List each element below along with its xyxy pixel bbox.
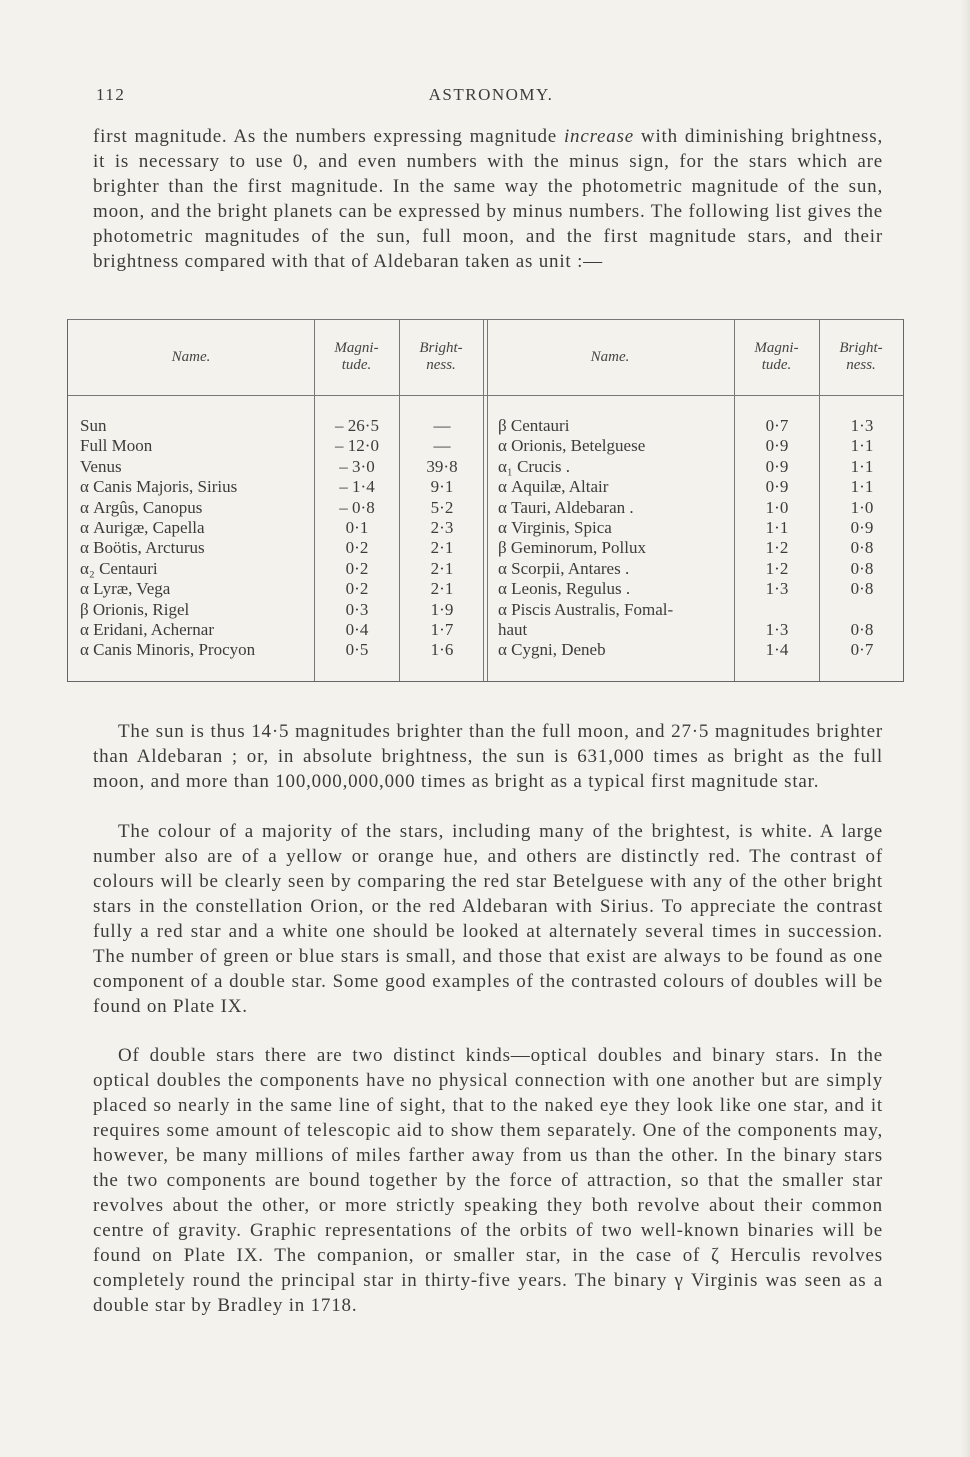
magnitude-right: 1·4	[765, 640, 789, 660]
star-name-right: α Tauri, Aldebaran .	[498, 497, 634, 517]
star-name-left: α Argûs, Canopus	[80, 497, 203, 517]
star-name-left: α₂ Centauri	[80, 558, 158, 578]
table-row	[68, 538, 903, 558]
star-name-left: α Boötis, Arcturus	[80, 538, 205, 558]
star-name-left: α Lyræ, Vega	[80, 579, 171, 599]
star-name-left: α Aurigæ, Capella	[80, 517, 205, 537]
brightness-left: 9·1	[430, 477, 454, 497]
magnitude-left: – 12·0	[335, 436, 379, 456]
header-magnitude-left: Magni- tude.	[334, 340, 379, 373]
intro-emphasis: increase	[563, 126, 635, 147]
magnitude-left: 0·5	[345, 640, 369, 660]
brightness-right: 0·9	[850, 517, 874, 537]
magnitude-left: – 0·8	[339, 497, 375, 517]
table-row	[68, 498, 903, 518]
star-name-right: α Leonis, Regulus .	[498, 579, 631, 599]
star-name-left: α Canis Majoris, Sirius	[80, 477, 238, 497]
brightness-left: —	[433, 436, 451, 456]
magnitude-left: – 26·5	[335, 416, 379, 435]
paragraph-sun-brightness: The sun is thus 14·5 magnitudes brighter than the full moon, and 27·5 magnitudes brighter than Aldebaran ; or, in absolute brightness, the sun is 631,000 times as bright as the full moon, and more than 100,000,000,000 times as bright as a typical first magnitude star.	[93, 721, 883, 792]
magnitude-left: 0·2	[345, 558, 369, 578]
star-name-left: Venus	[80, 456, 122, 476]
magnitude-right: 1·3	[765, 579, 789, 599]
brightness-left: 2·3	[430, 517, 454, 537]
magnitude-right: 0·7	[765, 416, 789, 435]
magnitude-left: – 3·0	[339, 456, 375, 476]
brightness-left: 2·1	[430, 558, 454, 578]
brightness-right: 1·3	[850, 416, 874, 435]
star-name-right: α Piscis Australis, Fomal-	[498, 599, 674, 619]
star-name-right: α Cygni, Deneb	[498, 640, 606, 660]
magnitude-left: 0·3	[345, 599, 369, 619]
table-row	[68, 518, 903, 538]
brightness-left: 2·1	[430, 579, 454, 599]
brightness-left: 1·7	[430, 619, 454, 639]
intro-text-before: first magnitude. As the numbers expressing magnitude	[93, 126, 564, 147]
magnitude-right: 1·3	[765, 619, 789, 639]
table-row	[68, 416, 903, 436]
header-rule	[68, 395, 903, 396]
header-name-right: Name.	[590, 349, 630, 365]
magnitude-right: 1·2	[765, 558, 789, 578]
star-name-right: haut	[498, 619, 528, 639]
star-name-left: β Orionis, Rigel	[80, 599, 190, 619]
page-number: 112	[96, 85, 126, 104]
brightness-right: 1·1	[850, 477, 874, 497]
magnitude-right: 1·0	[765, 497, 789, 517]
table-row	[68, 640, 903, 660]
brightness-right: 1·0	[850, 497, 874, 517]
star-name-left: Full Moon	[80, 436, 153, 456]
table-row	[68, 620, 903, 640]
star-name-left: α Canis Minoris, Procyon	[80, 640, 256, 660]
brightness-right: 0·8	[850, 579, 874, 599]
brightness-right: 0·8	[850, 558, 874, 578]
page-edge-shadow	[960, 0, 970, 1457]
table-row	[68, 600, 903, 620]
brightness-left: 39·8	[426, 456, 458, 476]
star-name-right: α₁ Crucis .	[498, 456, 570, 476]
intro-text-after: with diminishing brightness, it is necessary to use 0, and even numbers with the minus sign, for the stars which are brighter than the first magnitude. In the same way the photometric magnitude of the sun, moon, and the bright planets can be expressed by minus numbers. The following list gives the photometric magnitudes of the sun, full moon, and the first magnitude stars, and their brightness compared with that of Aldebaran taken as unit :—	[93, 126, 883, 272]
magnitude-left: 0·1	[345, 517, 369, 537]
magnitude-left: 0·4	[345, 619, 369, 639]
star-name-right: α Scorpii, Antares .	[498, 558, 630, 578]
star-name-right: α Virginis, Spica	[498, 517, 612, 537]
magnitude-right: 0·9	[765, 436, 789, 456]
brightness-right: 0·8	[850, 538, 874, 558]
table-row	[68, 457, 903, 477]
star-name-right: α Orionis, Betelguese	[498, 436, 646, 456]
star-name-left: Sun	[80, 416, 107, 435]
star-name-left: α Eridani, Achernar	[80, 619, 214, 639]
magnitude-left: – 1·4	[339, 477, 375, 497]
star-name-right: α Aquilæ, Altair	[498, 477, 609, 497]
magnitude-right: 0·9	[765, 477, 789, 497]
brightness-left: 1·6	[430, 640, 454, 660]
running-title: ASTRONOMY.	[428, 85, 554, 104]
paragraph-double-stars: Of double stars there are two distinct kinds—optical doubles and binary stars. In the optical doubles the components have no physical connection with one another but are simply placed so nearly in the same line of sight, that to the naked eye they look like one star, and it requires some amount of telescopic aid to show them separately. One of the components may, however, be many millions of miles farther away from us than the other. In the binary stars the two components are bound together by the force of attraction, so that the smaller star revolves about the other, or more strictly speaking they both revolve about their common centre of gravity. Graphic representations of the orbits of two well-known binaries will be found on Plate IX. The companion, or smaller star, in the case of ζ Herculis revolves completely round the principal star in thirty-five years. The binary γ Virginis was seen as a double star by Bradley in 1718.	[93, 1045, 883, 1316]
header-brightness-right: Bright- ness.	[839, 340, 883, 373]
magnitude-right: 1·2	[765, 538, 789, 558]
paragraph-star-colours: The colour of a majority of the stars, including many of the brightest, is white. A large number also are of a yellow or orange hue, and others are distinctly red. The contrast of colours will be clearly seen by comparing the red star Betelguese with any of the other bright stars in the constellation Orion, or the red Aldebaran with Sirius. To appreciate the contrast fully a red star and a white one should be looked at alternately several times in succession. The number of green or blue stars is small, and those that exist are always to be found as one component of a double star. Some good examples of the contrasted colours of doubles will be found on Plate IX.	[93, 821, 883, 1017]
brightness-left: 5·2	[430, 497, 454, 517]
brightness-left: —	[433, 416, 451, 435]
star-name-right: β Centauri	[498, 416, 570, 435]
brightness-right: 1·1	[850, 456, 874, 476]
header-magnitude-right: Magni- tude.	[754, 340, 799, 373]
running-head	[96, 85, 886, 109]
header-brightness-left: Bright- ness.	[419, 340, 463, 373]
table-row	[68, 477, 903, 497]
magnitude-right: 1·1	[765, 517, 789, 537]
magnitude-table	[67, 319, 904, 682]
header-name-left: Name.	[171, 349, 211, 365]
paragraph-intro	[93, 124, 883, 274]
brightness-left: 1·9	[430, 599, 454, 619]
star-name-right: β Geminorum, Pollux	[498, 538, 646, 558]
brightness-right: 0·8	[850, 619, 874, 639]
brightness-left: 2·1	[430, 538, 454, 558]
brightness-right: 1·1	[850, 436, 874, 456]
brightness-right: 0·7	[850, 640, 874, 660]
table-row	[68, 436, 903, 456]
table-row	[68, 559, 903, 579]
magnitude-left: 0·2	[345, 538, 369, 558]
table-row	[68, 579, 903, 599]
magnitude-left: 0·2	[345, 579, 369, 599]
magnitude-right: 0·9	[765, 456, 789, 476]
table-body	[68, 416, 903, 661]
